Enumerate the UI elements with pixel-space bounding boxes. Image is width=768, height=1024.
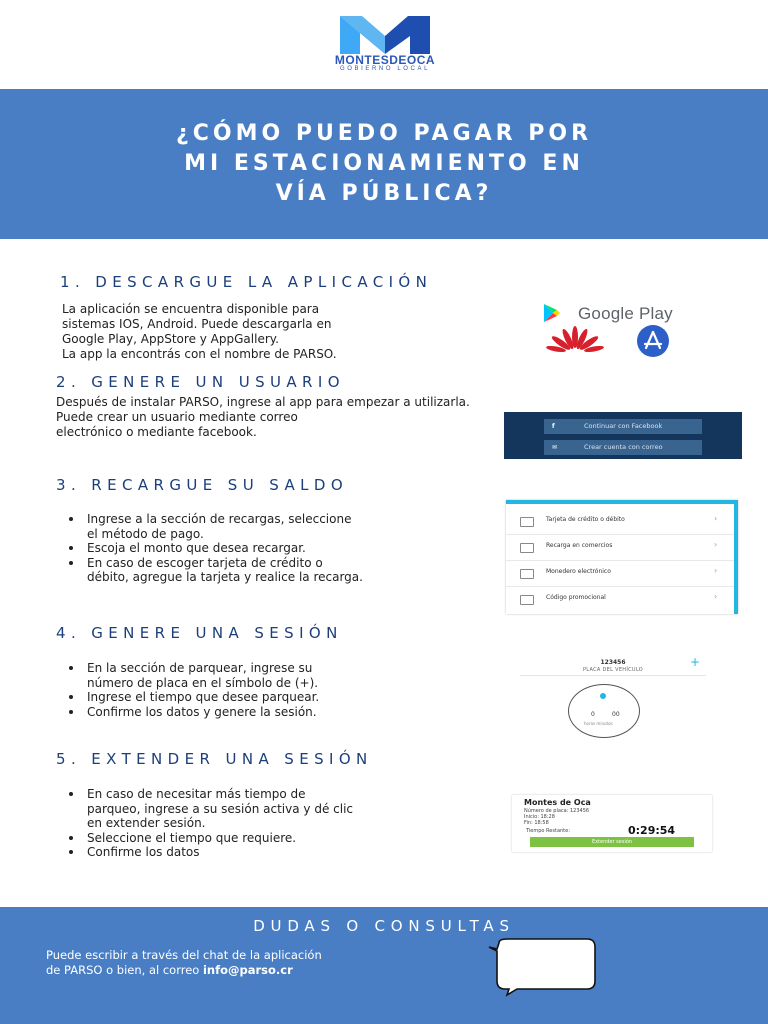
email-signup-button: ✉ Crear cuenta con correo xyxy=(544,440,702,455)
session-plate: Número de placa: 123456 xyxy=(524,808,590,814)
title-line-1: ¿CÓMO PUEDO PAGAR POR xyxy=(175,121,593,146)
list-item: En caso de necesitar más tiempo de parqueo, ingrese a su sesión activa y dé clic en extender sesión. xyxy=(62,787,353,831)
section-5-heading: 5. EXTENDER UNA SESIÓN xyxy=(56,750,373,768)
logo-subtitle: GOBIERNO LOCAL xyxy=(339,66,431,72)
google-play-icon xyxy=(543,303,561,323)
login-screenshot xyxy=(504,412,742,459)
minutes-value: 00 xyxy=(612,711,620,718)
mail-icon: ✉ xyxy=(552,444,558,451)
chevron-right-icon: › xyxy=(714,540,718,549)
section-5-list xyxy=(62,787,353,860)
section-3-heading: 3. RECARGUE SU SALDO xyxy=(56,476,349,494)
huawei-appgallery-icon xyxy=(542,325,608,355)
page-title xyxy=(0,119,768,209)
logo-name: MONTESDEOCA xyxy=(334,53,436,67)
extend-session-button: Extender sesión xyxy=(530,837,694,847)
hours-value: 0 xyxy=(591,711,595,718)
ticket-icon xyxy=(520,595,534,605)
list-item: En caso de escoger tarjeta de crédito o débito, agregue la tarjeta y realice la recarga. xyxy=(62,556,363,585)
facebook-icon: f xyxy=(552,423,555,430)
credit-card-icon xyxy=(520,517,534,527)
session-end: Fin: 18:58 xyxy=(524,820,549,826)
plate-label: PLACA DEL VEHÍCULO xyxy=(582,667,644,673)
facebook-login-button: f Continuar con Facebook xyxy=(544,419,702,434)
section-1-text: La aplicación se encuentra disponible para sistemas IOS, Android. Puede descargarla en Google Play, AppStore y AppGallery. La app la encontrás con el nombre de PARSO. xyxy=(62,302,337,361)
section-1-heading: 1. DESCARGUE LA APLICACIÓN xyxy=(60,273,433,291)
session-start: Inicio: 18:28 xyxy=(524,814,555,820)
plate-number: 123456 xyxy=(600,659,626,666)
list-item: Seleccione el tiempo que requiere. xyxy=(62,831,353,846)
section-4-list xyxy=(62,661,319,719)
list-item: Recarga en comercios › xyxy=(506,534,734,561)
recharge-screenshot xyxy=(506,500,738,614)
contact-email[interactable]: info@parso.cr xyxy=(202,963,293,977)
list-item: Ingrese el tiempo que desee parquear. xyxy=(62,690,319,705)
dial-handle xyxy=(600,693,606,699)
chevron-right-icon: › xyxy=(714,566,718,575)
remaining-time: 0:29:54 xyxy=(628,824,676,837)
session-title: Montes de Oca xyxy=(524,798,591,807)
app-store-icon xyxy=(637,325,669,357)
store-icon xyxy=(520,543,534,553)
footer-text: Puede escribir a través del chat de la aplicación de PARSO o bien, al correo info@parso.cr xyxy=(46,948,322,977)
list-item: Confirme los datos y genere la sesión. xyxy=(62,705,319,720)
list-item: Monedero electrónico › xyxy=(506,560,734,587)
speech-bubble-icon xyxy=(487,937,599,997)
section-3-list xyxy=(62,512,363,585)
section-2-text: Después de instalar PARSO, ingrese al app para empezar a utilizarla. Puede crear un usuario mediante correo electrónico o mediante facebook. xyxy=(56,395,470,439)
parking-screenshot xyxy=(520,653,706,749)
list-item: En la sección de parquear, ingrese su número de placa en el símbolo de (+). xyxy=(62,661,319,690)
extend-session-screenshot xyxy=(512,795,712,852)
list-item: Código promocional › xyxy=(506,586,734,612)
section-4-heading: 4. GENERE UNA SESIÓN xyxy=(56,624,343,642)
dial-units: horas minutos xyxy=(584,721,613,726)
chevron-right-icon: › xyxy=(714,514,718,523)
list-item: Tarjeta de crédito o débito › xyxy=(506,508,734,535)
list-item: Escoja el monto que desea recargar. xyxy=(62,541,363,556)
title-line-2: MI ESTACIONAMIENTO EN xyxy=(184,151,584,176)
chevron-right-icon: › xyxy=(714,592,718,601)
list-item: Confirme los datos xyxy=(62,845,353,860)
time-dial xyxy=(568,684,640,738)
title-line-3: VÍA PÚBLICA? xyxy=(275,181,493,206)
footer-heading: DUDAS O CONSULTAS xyxy=(253,917,515,935)
wallet-icon xyxy=(520,569,534,579)
plus-icon: + xyxy=(690,655,701,669)
list-item: Ingrese a la sección de recargas, seleccione el método de pago. xyxy=(62,512,363,541)
remaining-label: Tiempo Restante: xyxy=(526,828,570,834)
google-play-label: Google Play xyxy=(578,304,673,323)
section-2-heading: 2. GENERE UN USUARIO xyxy=(56,373,345,391)
